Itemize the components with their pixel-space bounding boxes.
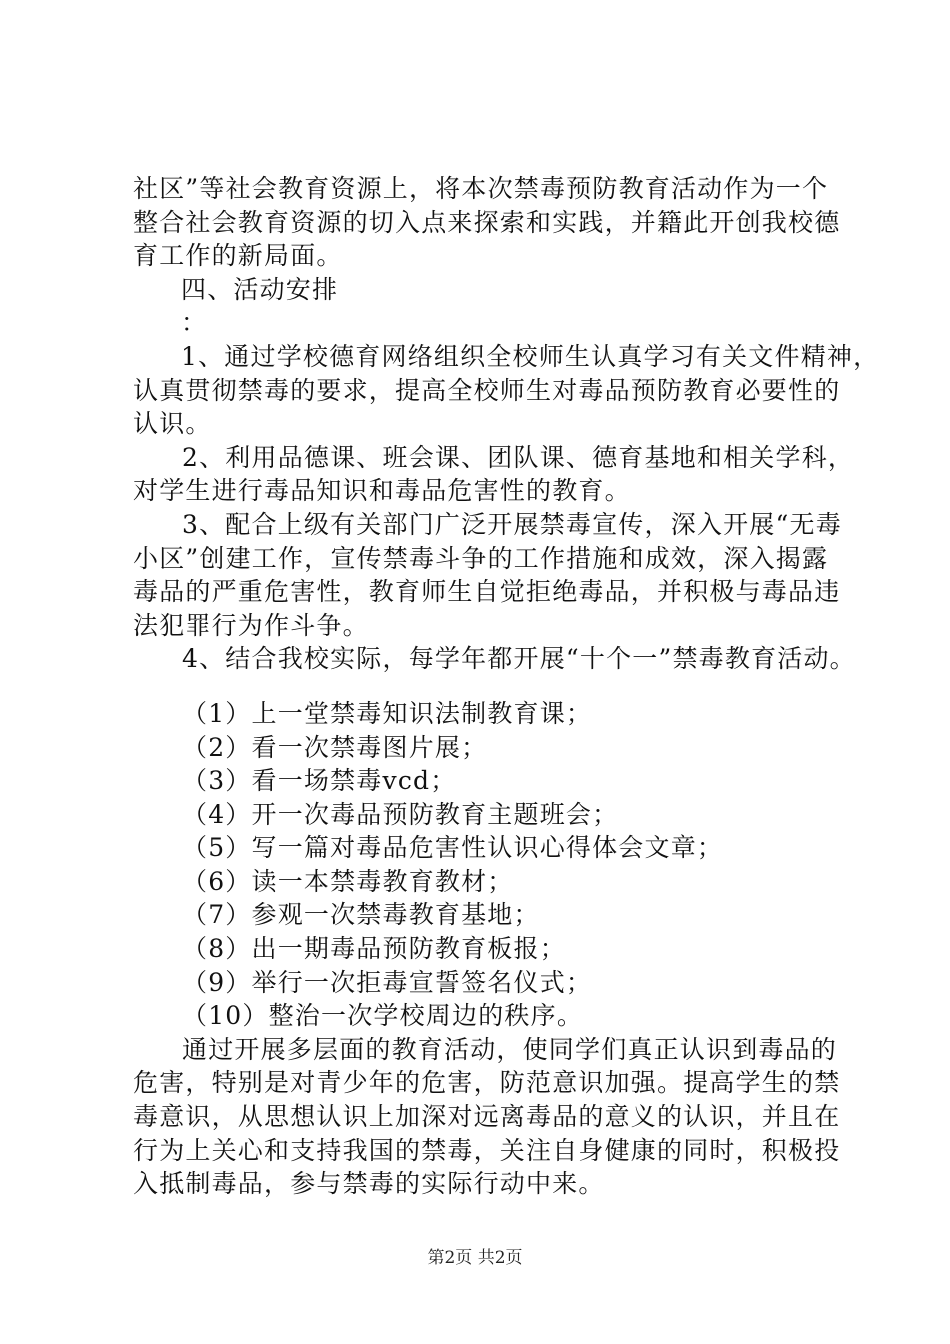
- text-line: 法犯罪行为作斗争。: [133, 610, 369, 640]
- text-line: 行为上关心和支持我国的禁毒，关注自身健康的同时，积极投: [133, 1135, 841, 1165]
- activity-item-4: 4、结合我校实际，每学年都开展“十个一”禁毒教育活动。: [182, 644, 856, 674]
- list-item: （1）上一堂禁毒知识法制教育课；: [182, 698, 593, 728]
- list-item: （6）读一本禁毒教育教材；: [182, 866, 514, 896]
- text-line: 社区”等社会教育资源上，将本次禁毒预防教育活动作为一个: [133, 174, 829, 203]
- text-line: 危害，特别是对青少年的危害，防范意识加强。提高学生的禁: [133, 1068, 841, 1098]
- text-line: 入抵制毒品，参与禁毒的实际行动中来。: [133, 1169, 605, 1199]
- list-item: （10）整治一次学校周边的秩序。: [182, 1001, 584, 1031]
- list-item: （4）开一次毒品预防教育主题班会；: [182, 799, 619, 829]
- text-line: 通过开展多层面的教育活动，使同学们真正认识到毒品的: [182, 1034, 838, 1064]
- text-line: 整合社会教育资源的切入点来探索和实践，并籍此开创我校德: [133, 207, 841, 237]
- list-item: （9）举行一次拒毒宣誓签名仪式；: [182, 967, 593, 997]
- activity-item-3: [133, 508, 853, 642]
- text-line: 育工作的新局面。: [133, 241, 343, 271]
- text-line: 认识。: [133, 409, 212, 439]
- list-item: （3）看一场禁毒vcd；: [182, 766, 457, 796]
- section-heading: 四、活动安排: [181, 274, 339, 304]
- intro-paragraph: [133, 172, 853, 273]
- stray-colon: ：: [181, 308, 208, 338]
- text-line: 小区”创建工作，宣传禁毒斗争的工作措施和成效，深入揭露: [133, 543, 829, 573]
- list-item: （5）写一篇对毒品危害性认识心得体会文章；: [182, 833, 724, 863]
- text-line: 对学生进行毒品知识和毒品危害性的教育。: [133, 476, 631, 506]
- text-line: 毒品的严重危害性，教育师生自觉拒绝毒品，并积极与毒品违: [133, 577, 841, 607]
- text-line: 1、通过学校德育网络组织全校师生认真学习有关文件精神，: [181, 341, 880, 371]
- list-item: （7）参观一次禁毒教育基地；: [182, 900, 540, 930]
- page-number-footer: 第2页 共2页: [427, 1248, 523, 1268]
- conclusion-paragraph: [133, 1033, 853, 1201]
- ten-activities-list: [133, 697, 853, 1033]
- text-line: 认真贯彻禁毒的要求，提高全校师生对毒品预防教育必要性的: [133, 375, 841, 405]
- spacer: [133, 676, 853, 697]
- list-item: （8）出一期毒品预防教育板报；: [182, 934, 566, 964]
- text-line: 2、利用品德课、班会课、团队课、德育基地和相关学科，: [182, 442, 855, 472]
- activity-item-1: [133, 340, 880, 441]
- activity-item-2: [133, 441, 853, 508]
- text-line: 毒意识，从思想认识上加深对远离毒品的意义的认识，并且在: [133, 1102, 841, 1132]
- list-item: （2）看一次禁毒图片展；: [182, 732, 488, 762]
- document-body: [133, 172, 880, 1201]
- text-line: 3、配合上级有关部门广泛开展禁毒宣传，深入开展“无毒: [182, 509, 842, 539]
